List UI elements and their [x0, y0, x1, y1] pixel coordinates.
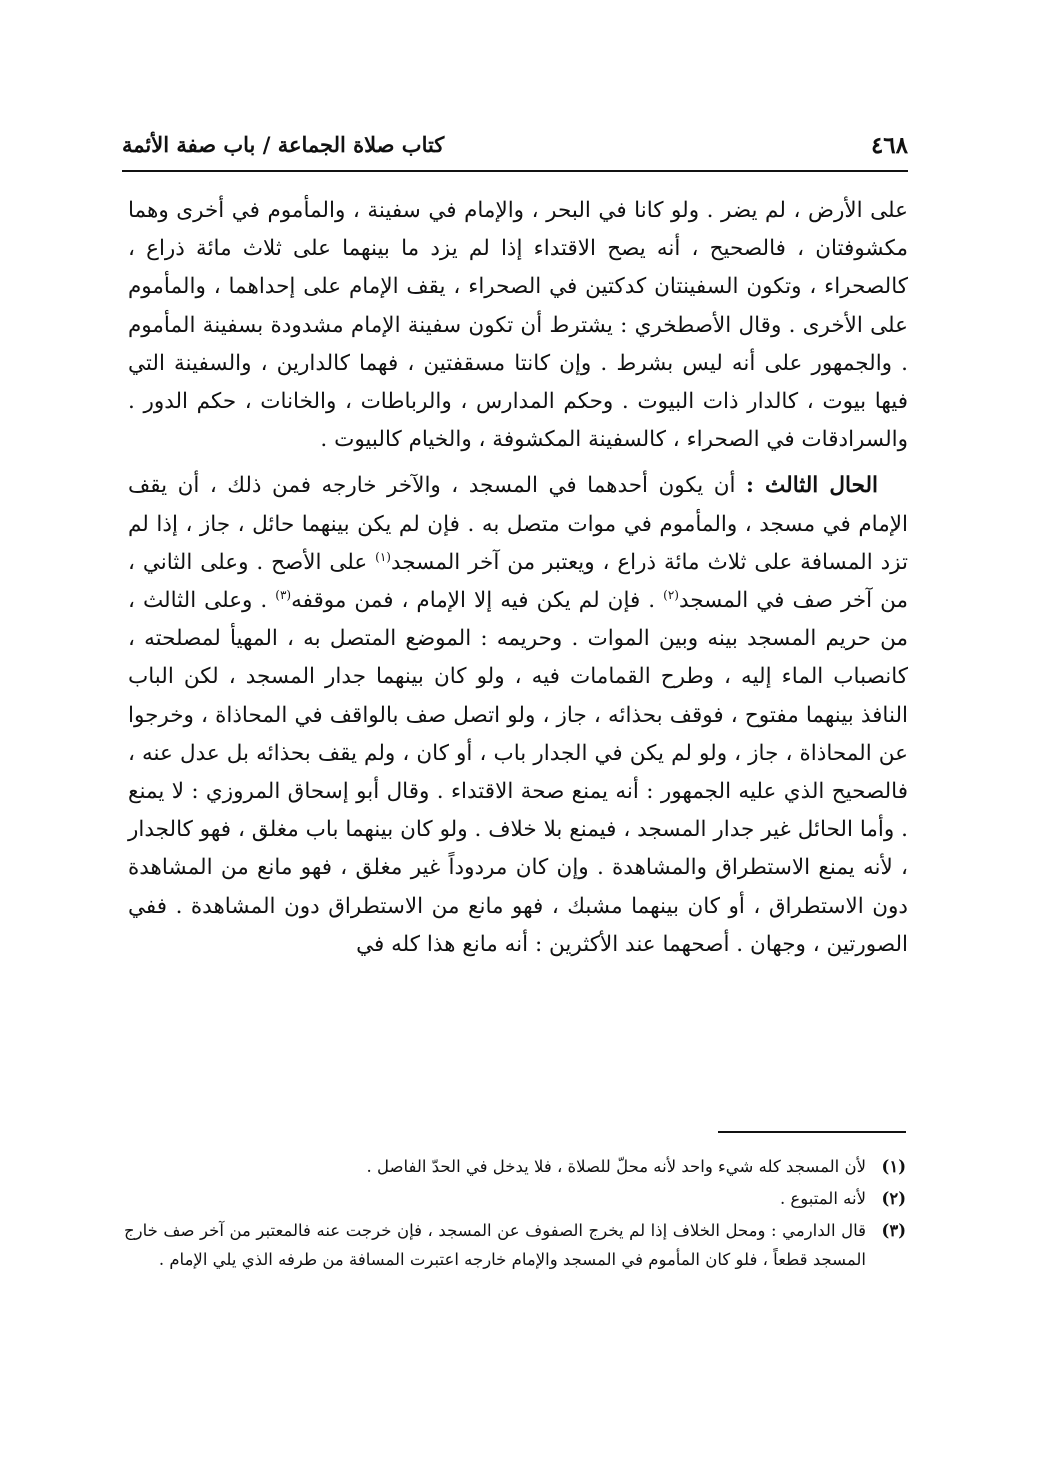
footnote-text: لأن المسجد كله شيء واحد لأنه محلّ للصلاة ، فلا يدخل في الحدّ الفاصل . [366, 1157, 866, 1176]
paragraph-2-text-part1: أن يكون أحدهما في المسجد ، والآخر خارجه فمن ذلك ، أن يقف الإمام في مسجد ، والمأموم في موات متصل به . فإن لم يكن بينهما حائل ، جاز ، إذا لم تزد المسافة على ثلاث مائة ذراع ، ويعتبر من آخر المسجد [128, 473, 908, 575]
page-number: ٤٦٨ [870, 132, 908, 159]
footnote-text: قال الدارمي : ومحل الخلاف إذا لم يخرج الصفوف عن المسجد ، فإن خرجت عنه فالمعتبر من آخر صف خارج المسجد قطعاً ، فلو كان المأموم في المسجد والإمام خارجه اعتبرت المسافة من طرفه الذي يلي الإمام . [124, 1221, 866, 1269]
page-header [122, 132, 908, 166]
paragraph-1: على الأرض ، لم يضر . ولو كانا في البحر ، والإمام في سفينة ، والمأموم في أخرى وهما مكشوفتان ، فالصحيح ، أنه يصح الاقتداء إذا لم يزد ما بينهما على ثلاث مائة ذراع ، كالصحراء ، وتكون السفينتان كدكتين في الصحراء ، يقف الإمام على إحداهما ، والمأموم على الأخرى . وقال الأصطخري : يشترط أن تكون سفينة الإمام مشدودة بسفينة المأموم . والجمهور على أنه ليس بشرط . وإن كانتا مسقفتين ، فهما كالدارين ، والسفينة التي فيها بيوت ، كالدار ذات البيوت . وحكم المدارس ، والرباطات ، والخانات ، حكم الدور . والسرادقات في الصحراء ، كالسفينة المكشوفة ، والخيام كالبيوت . [128, 198, 908, 453]
paragraph-2-text-part2: على الأصح . وعلى الثاني ، من آخر صف في المسجد [128, 549, 908, 614]
running-title: كتاب صلاة الجماعة / باب صفة الأئمة [122, 132, 445, 157]
footnote-divider [718, 1131, 906, 1133]
main-text [128, 192, 908, 964]
footnote-item [124, 1184, 906, 1213]
paragraph-2-text-part3: . فإن لم يكن فيه إلا الإمام ، فمن موقفه [291, 588, 664, 614]
footnote-ref-1[interactable]: (١) [375, 549, 391, 564]
paragraph-2-text-part4: . وعلى الثالث ، من حريم المسجد بينه وبين الموات . وحريمه : الموضع المتصل به ، المهيأ لمصلحته ، كانصباب الماء إليه ، وطرح القمامات فيه ، ولو كان بينهما جدار المسجد ، لكن الباب النافذ بينهما مفتوح ، فوقف بحذائه ، جاز ، ولو اتصل صف بالواقف في المحاذاة ، وخرجوا عن المحاذاة ، جاز ، ولو لم يكن في الجدار باب ، أو كان ، ولم يقف بحذائه بل عدل عنه ، فالصحيح الذي عليه الجمهور : أنه يمنع صحة الاقتداء . وقال أبو إسحاق المروزي : لا يمنع . وأما الحائل غير جدار المسجد ، فيمنع بلا خلاف . ولو كان بينهما باب مغلق ، فهو كالجدار ، لأنه يمنع الاستطراق والمشاهدة . وإن كان مردوداً غير مغلق ، فهو مانع من المشاهدة دون الاستطراق ، أو كان بينهما مشبك ، فهو مانع من الاستطراق دون المشاهدة . ففي الصورتين ، وجهان . أصحهما عند الأكثرين : أنه مانع هذا كله في [128, 588, 908, 957]
header-divider [122, 170, 908, 172]
footnote-text: لأنه المتبوع . [779, 1189, 866, 1208]
paragraph-2-heading: الحال الثالث : [745, 473, 878, 499]
footnote-number: (١) [881, 1157, 906, 1176]
footnote-number: (٢) [881, 1189, 906, 1208]
footnote-item [124, 1152, 906, 1181]
paragraph-2 [128, 467, 908, 964]
footnote-ref-3[interactable]: (٣) [275, 587, 292, 602]
footnote-ref-2[interactable]: (٢) [663, 587, 679, 602]
footnote-number: (٣) [881, 1221, 906, 1240]
footnote-item [124, 1216, 906, 1274]
footnotes [124, 1152, 906, 1277]
